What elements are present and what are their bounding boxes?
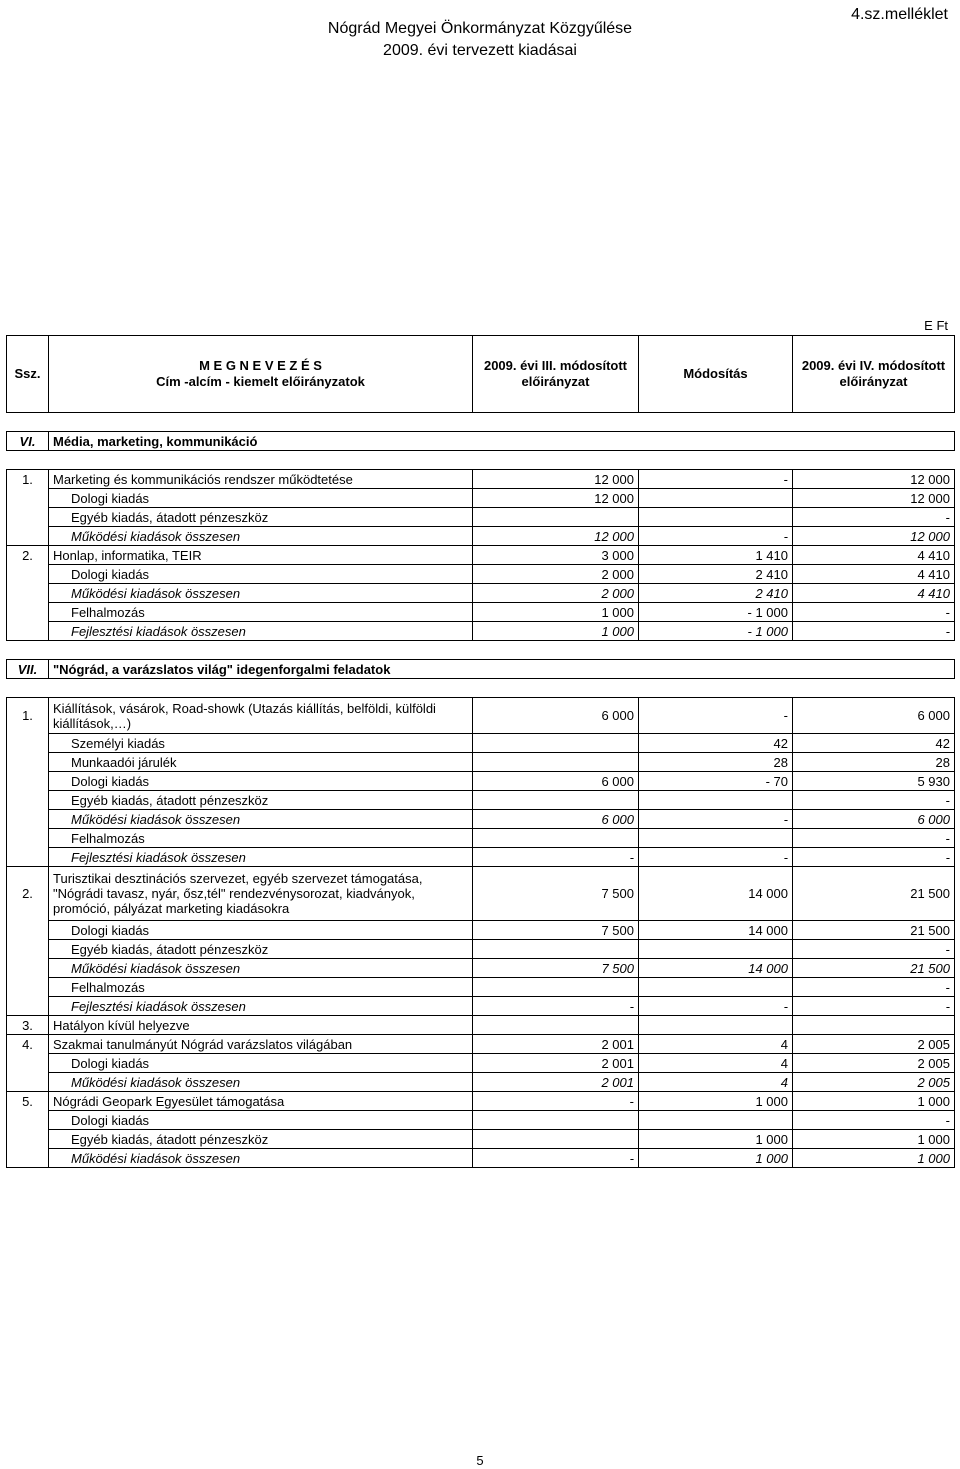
row-new-value: 2 005 [793,1054,955,1073]
row-name: Működési kiadások összesen [49,810,473,829]
row-mod-value: - [639,470,793,489]
row-name: Turisztikai desztinációs szervezet, egyéb szervezet támogatása, "Nógrádi tavasz, nyár, ősz,tél" rendezvénysorozat, kiadványok, promóció, pályázat marketing kiadásokra [49,867,473,921]
row-name: Felhalmozás [49,978,473,997]
row-ssz: 5. [7,1092,49,1111]
row-new-value: - [793,978,955,997]
row-name: Személyi kiadás [49,734,473,753]
row-mod-value [639,978,793,997]
row-mod-value: - [639,698,793,734]
row-name: Dologi kiadás [49,1054,473,1073]
row-new-value: 6 000 [793,698,955,734]
table-row [7,959,955,978]
row-new-value: 2 005 [793,1035,955,1054]
page-number: 5 [476,1453,484,1468]
row-name: Munkaadói járulék [49,753,473,772]
row-mod-value: - 1 000 [639,622,793,641]
col-header-mod: Módosítás [639,336,793,413]
row-prev-value [473,508,639,527]
row-mod-value: 1 000 [639,1130,793,1149]
row-mod-value: 2 410 [639,565,793,584]
row-new-value: - [793,997,955,1016]
row-new-value: - [793,791,955,810]
section-heading-row [7,432,955,451]
row-ssz [7,1111,49,1130]
row-name: Dologi kiadás [49,565,473,584]
row-new-value: 1 000 [793,1130,955,1149]
row-ssz: 1. [7,470,49,489]
row-mod-value: - 1 000 [639,603,793,622]
row-ssz [7,508,49,527]
row-mod-value: - [639,810,793,829]
row-name: Felhalmozás [49,829,473,848]
row-ssz [7,489,49,508]
document-subtitle: 2009. évi tervezett kiadásai [383,42,577,59]
row-prev-value: 6 000 [473,810,639,829]
row-new-value: 2 005 [793,1073,955,1092]
row-mod-value [639,829,793,848]
row-ssz [7,734,49,753]
row-prev-value: - [473,997,639,1016]
row-new-value: - [793,603,955,622]
row-new-value: - [793,508,955,527]
row-ssz [7,753,49,772]
row-ssz [7,565,49,584]
row-ssz: 2. [7,546,49,565]
row-ssz [7,791,49,810]
table-row [7,867,955,921]
col-header-new: 2009. évi IV. módosított előirányzat [793,336,955,413]
row-prev-value: 2 001 [473,1054,639,1073]
row-mod-value [639,1016,793,1035]
row-prev-value: 2 000 [473,565,639,584]
row-new-value: 28 [793,753,955,772]
row-mod-value [639,1111,793,1130]
row-name: Dologi kiadás [49,772,473,791]
table-row [7,565,955,584]
section-number: VI. [7,432,49,451]
table-row [7,1016,955,1035]
row-prev-value: 1 000 [473,603,639,622]
row-new-value: 21 500 [793,959,955,978]
annex-label: 4.sz.melléklet [851,6,948,23]
row-name: Fejlesztési kiadások összesen [49,622,473,641]
row-prev-value: 7 500 [473,867,639,921]
row-name: Dologi kiadás [49,921,473,940]
spacer-cell [7,679,955,698]
row-name: Egyéb kiadás, átadott pénzeszköz [49,508,473,527]
spacer-cell [7,451,955,470]
row-prev-value: 2 001 [473,1035,639,1054]
row-mod-value: - [639,997,793,1016]
section-title: "Nógrád, a varázslatos világ" idegenforgalmi feladatok [49,660,955,679]
row-name: Szakmai tanulmányút Nógrád varázslatos világában [49,1035,473,1054]
spacer-row [7,641,955,660]
row-name: Működési kiadások összesen [49,527,473,546]
table-row [7,1111,955,1130]
table-row [7,622,955,641]
row-new-value: - [793,829,955,848]
table-row [7,978,955,997]
table-row [7,829,955,848]
row-name: Egyéb kiadás, átadott pénzeszköz [49,1130,473,1149]
row-mod-value [639,489,793,508]
row-name: Honlap, informatika, TEIR [49,546,473,565]
table-row [7,810,955,829]
row-ssz [7,1054,49,1073]
row-prev-value [473,791,639,810]
row-ssz [7,1149,49,1168]
row-name: Nógrádi Geopark Egyesület támogatása [49,1092,473,1111]
spacer-row [7,413,955,432]
row-ssz [7,603,49,622]
row-prev-value [473,829,639,848]
spacer-row [7,679,955,698]
row-mod-value [639,940,793,959]
row-ssz: 2. [7,867,49,921]
row-name: Felhalmozás [49,603,473,622]
row-ssz: 3. [7,1016,49,1035]
unit-label: E Ft [924,318,948,333]
row-new-value: 42 [793,734,955,753]
row-ssz [7,1130,49,1149]
row-new-value: - [793,940,955,959]
row-ssz [7,810,49,829]
table-row [7,584,955,603]
row-new-value: - [793,1111,955,1130]
table-row [7,940,955,959]
table-row [7,1035,955,1054]
row-prev-value: 3 000 [473,546,639,565]
row-mod-value: 14 000 [639,959,793,978]
row-ssz [7,997,49,1016]
table-header-row [7,336,955,413]
row-mod-value: 14 000 [639,921,793,940]
table-body [7,413,955,1168]
col-header-name-line1: M E G N E V E Z É S [199,358,322,373]
table-row [7,791,955,810]
section-title: Média, marketing, kommunikáció [49,432,955,451]
table-row [7,734,955,753]
row-prev-value [473,734,639,753]
row-prev-value: 12 000 [473,489,639,508]
row-ssz [7,1073,49,1092]
row-mod-value [639,791,793,810]
row-new-value: 12 000 [793,527,955,546]
row-name: Működési kiadások összesen [49,1149,473,1168]
table-row [7,698,955,734]
table-row [7,489,955,508]
row-prev-value: 7 500 [473,959,639,978]
row-ssz [7,978,49,997]
row-ssz: 1. [7,698,49,734]
row-ssz [7,940,49,959]
row-prev-value [473,1111,639,1130]
row-name: Működési kiadások összesen [49,1073,473,1092]
row-prev-value [473,753,639,772]
col-header-name [49,336,473,413]
table-row [7,527,955,546]
row-prev-value [473,978,639,997]
table-row [7,1149,955,1168]
row-prev-value: 7 500 [473,921,639,940]
row-new-value: - [793,622,955,641]
row-mod-value: - [639,527,793,546]
row-ssz [7,921,49,940]
row-prev-value [473,940,639,959]
row-new-value: 1 000 [793,1149,955,1168]
row-name: Hatályon kívül helyezve [49,1016,473,1035]
row-new-value: 5 930 [793,772,955,791]
table-row [7,546,955,565]
row-prev-value: 1 000 [473,622,639,641]
table-row [7,1054,955,1073]
row-mod-value: 4 [639,1054,793,1073]
row-mod-value: 28 [639,753,793,772]
row-name: Kiállítások, vásárok, Road-showk (Utazás kiállítás, belföldi, külföldi kiállítások,…) [49,698,473,734]
row-ssz [7,622,49,641]
row-name: Fejlesztési kiadások összesen [49,997,473,1016]
row-ssz [7,527,49,546]
spacer-row [7,451,955,470]
table-row [7,921,955,940]
row-mod-value: 1 000 [639,1149,793,1168]
row-prev-value [473,1016,639,1035]
table-row [7,753,955,772]
row-name: Egyéb kiadás, átadott pénzeszköz [49,940,473,959]
row-new-value: 4 410 [793,584,955,603]
table-row [7,1130,955,1149]
row-mod-value: 4 [639,1073,793,1092]
row-ssz [7,959,49,978]
row-mod-value: - 70 [639,772,793,791]
row-new-value: 4 410 [793,546,955,565]
spacer-cell [7,413,955,432]
row-ssz [7,829,49,848]
row-new-value: 4 410 [793,565,955,584]
row-name: Működési kiadások összesen [49,959,473,978]
row-ssz [7,848,49,867]
row-name: Marketing és kommunikációs rendszer működtetése [49,470,473,489]
row-new-value: 21 500 [793,867,955,921]
row-prev-value [473,1130,639,1149]
row-ssz: 4. [7,1035,49,1054]
row-mod-value: 42 [639,734,793,753]
spacer-cell [7,641,955,660]
row-name: Egyéb kiadás, átadott pénzeszköz [49,791,473,810]
row-mod-value: 1 000 [639,1092,793,1111]
table-row [7,997,955,1016]
row-prev-value: 12 000 [473,527,639,546]
section-number: VII. [7,660,49,679]
row-new-value: 1 000 [793,1092,955,1111]
row-new-value: 6 000 [793,810,955,829]
row-ssz [7,772,49,791]
table-row [7,1092,955,1111]
row-mod-value [639,508,793,527]
row-name: Dologi kiadás [49,489,473,508]
row-name: Működési kiadások összesen [49,584,473,603]
row-mod-value: 1 410 [639,546,793,565]
document-title: Nógrád Megyei Önkormányzat Közgyűlése [327,20,633,37]
row-prev-value: - [473,848,639,867]
section-heading-row [7,660,955,679]
row-prev-value: - [473,1092,639,1111]
row-name: Fejlesztési kiadások összesen [49,848,473,867]
row-mod-value: 2 410 [639,584,793,603]
col-header-name-line2: Cím -alcím - kiemelt előirányzatok [156,374,365,389]
row-mod-value: - [639,848,793,867]
row-mod-value: 14 000 [639,867,793,921]
budget-table [6,335,955,1168]
row-prev-value: 6 000 [473,698,639,734]
row-new-value: 12 000 [793,470,955,489]
row-prev-value: 2 001 [473,1073,639,1092]
row-prev-value: 12 000 [473,470,639,489]
row-new-value: 21 500 [793,921,955,940]
row-prev-value: 6 000 [473,772,639,791]
table-row [7,508,955,527]
table-row [7,603,955,622]
row-new-value: 12 000 [793,489,955,508]
row-mod-value: 4 [639,1035,793,1054]
row-name: Dologi kiadás [49,1111,473,1130]
table-row [7,470,955,489]
table-row [7,1073,955,1092]
row-new-value [793,1016,955,1035]
row-new-value: - [793,848,955,867]
row-prev-value: - [473,1149,639,1168]
col-header-ssz: Ssz. [7,336,49,413]
table-row [7,848,955,867]
row-prev-value: 2 000 [473,584,639,603]
col-header-prev: 2009. évi III. módosított előirányzat [473,336,639,413]
row-ssz [7,584,49,603]
table-row [7,772,955,791]
